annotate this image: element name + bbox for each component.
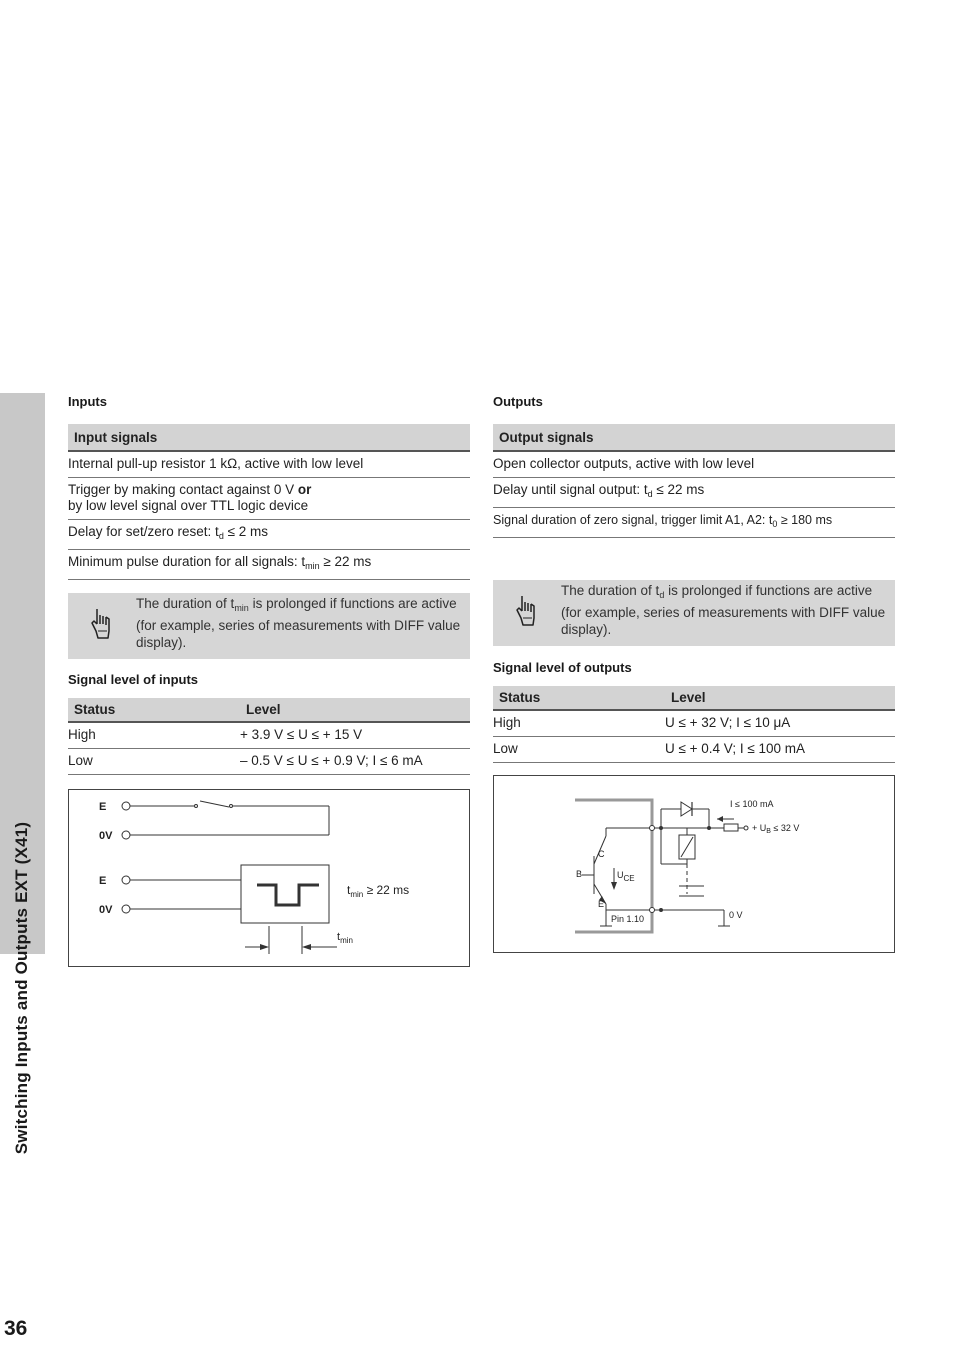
page-number: 36	[4, 1317, 28, 1340]
input-row-min-pulse: Minimum pulse duration for all signals: $t_{min} \ge 22$ ms	[68, 550, 470, 580]
output-level-heading: Signal level of outputs	[493, 660, 632, 675]
input-note-text: The duration of $t_{min}$ is prolonged if functions are active (for example, series of measurements with DIFF value display).	[136, 596, 461, 650]
pointing-hand-icon	[513, 594, 539, 628]
diagram-label-0v1: 0V	[99, 830, 113, 842]
pointing-hand-icon	[88, 607, 114, 641]
input-note	[68, 593, 470, 659]
input-row-delay: Delay for set/zero reset: $t_d \le 2$ ms	[68, 520, 470, 550]
chapter-title: Switching Inputs and Outputs EXT (X41)	[12, 821, 31, 1155]
inputs-heading: Inputs	[68, 394, 107, 409]
input-signals-table	[68, 424, 470, 580]
base-label: B	[576, 869, 583, 879]
ground-label: 0 V	[729, 910, 743, 920]
input-signals-header: Input signals	[68, 424, 470, 451]
current-limit-label: I ≤ 100 mA	[730, 799, 774, 809]
table-row: High + 3.9 V ≤ U ≤ + 15 V	[68, 722, 470, 749]
output-circuit-diagram	[493, 775, 895, 953]
emitter-label: E	[598, 899, 605, 909]
diagram-label-e1: E	[99, 801, 107, 813]
pin-label: Pin 1.10	[611, 914, 645, 924]
output-level-section	[493, 660, 895, 953]
input-row-pullup: Internal pull-up resistor 1 kΩ, active with low level	[68, 451, 470, 478]
uce-label: UCE	[617, 870, 635, 883]
output-signals-header: Output signals	[493, 424, 895, 451]
outputs-column	[493, 393, 895, 924]
output-note	[493, 580, 895, 646]
diagram-label-e2: E	[99, 875, 107, 887]
tmin-condition-label: $t_{min} \ge 22$ ms	[347, 883, 410, 899]
output-note-text: The duration of $t_d$ is prolonged if functions are active (for example, series of measurements with DIFF value display).	[561, 583, 886, 637]
supply-voltage-label: + $U_B \le 32$ V	[752, 823, 800, 835]
output-circuit-drawing	[494, 776, 894, 952]
output-row-open-collector: Open collector outputs, active with low level	[493, 451, 895, 478]
output-level-table	[493, 686, 895, 763]
input-level-status-header: Status	[68, 698, 240, 722]
table-row: High U ≤ + 32 V; I ≤ 10 μA	[493, 710, 895, 737]
table-row: Low – 0.5 V ≤ U ≤ + 0.9 V; I ≤ 6 mA	[68, 749, 470, 775]
tmin-arrow-label: $t_{min}$	[337, 931, 353, 945]
input-circuit-diagram	[68, 789, 470, 967]
output-row-zero-signal: Signal duration of zero signal, trigger limit A1, A2: $t_0 \ge 180$ ms	[493, 508, 895, 538]
inputs-column	[68, 393, 470, 967]
collector-label: C	[598, 849, 605, 859]
output-level-level-header: Level	[665, 686, 895, 710]
output-row-delay: Delay until signal output: $t_d \le 22$ ms	[493, 478, 895, 508]
input-row-trigger: Trigger by making contact against 0 V or by low level signal over TTL logic device	[68, 478, 470, 520]
input-level-heading: Signal level of inputs	[68, 672, 199, 687]
output-level-status-header: Status	[493, 686, 665, 710]
sidebar-tab	[0, 393, 45, 1340]
outputs-heading: Outputs	[493, 394, 543, 409]
table-row: Low U ≤ + 0.4 V; I ≤ 100 mA	[493, 737, 895, 763]
output-signals-table	[493, 424, 895, 538]
diagram-label-0v2: 0V	[99, 904, 113, 916]
input-circuit-drawing	[69, 790, 469, 966]
input-level-table	[68, 698, 470, 775]
input-level-level-header: Level	[240, 698, 470, 722]
